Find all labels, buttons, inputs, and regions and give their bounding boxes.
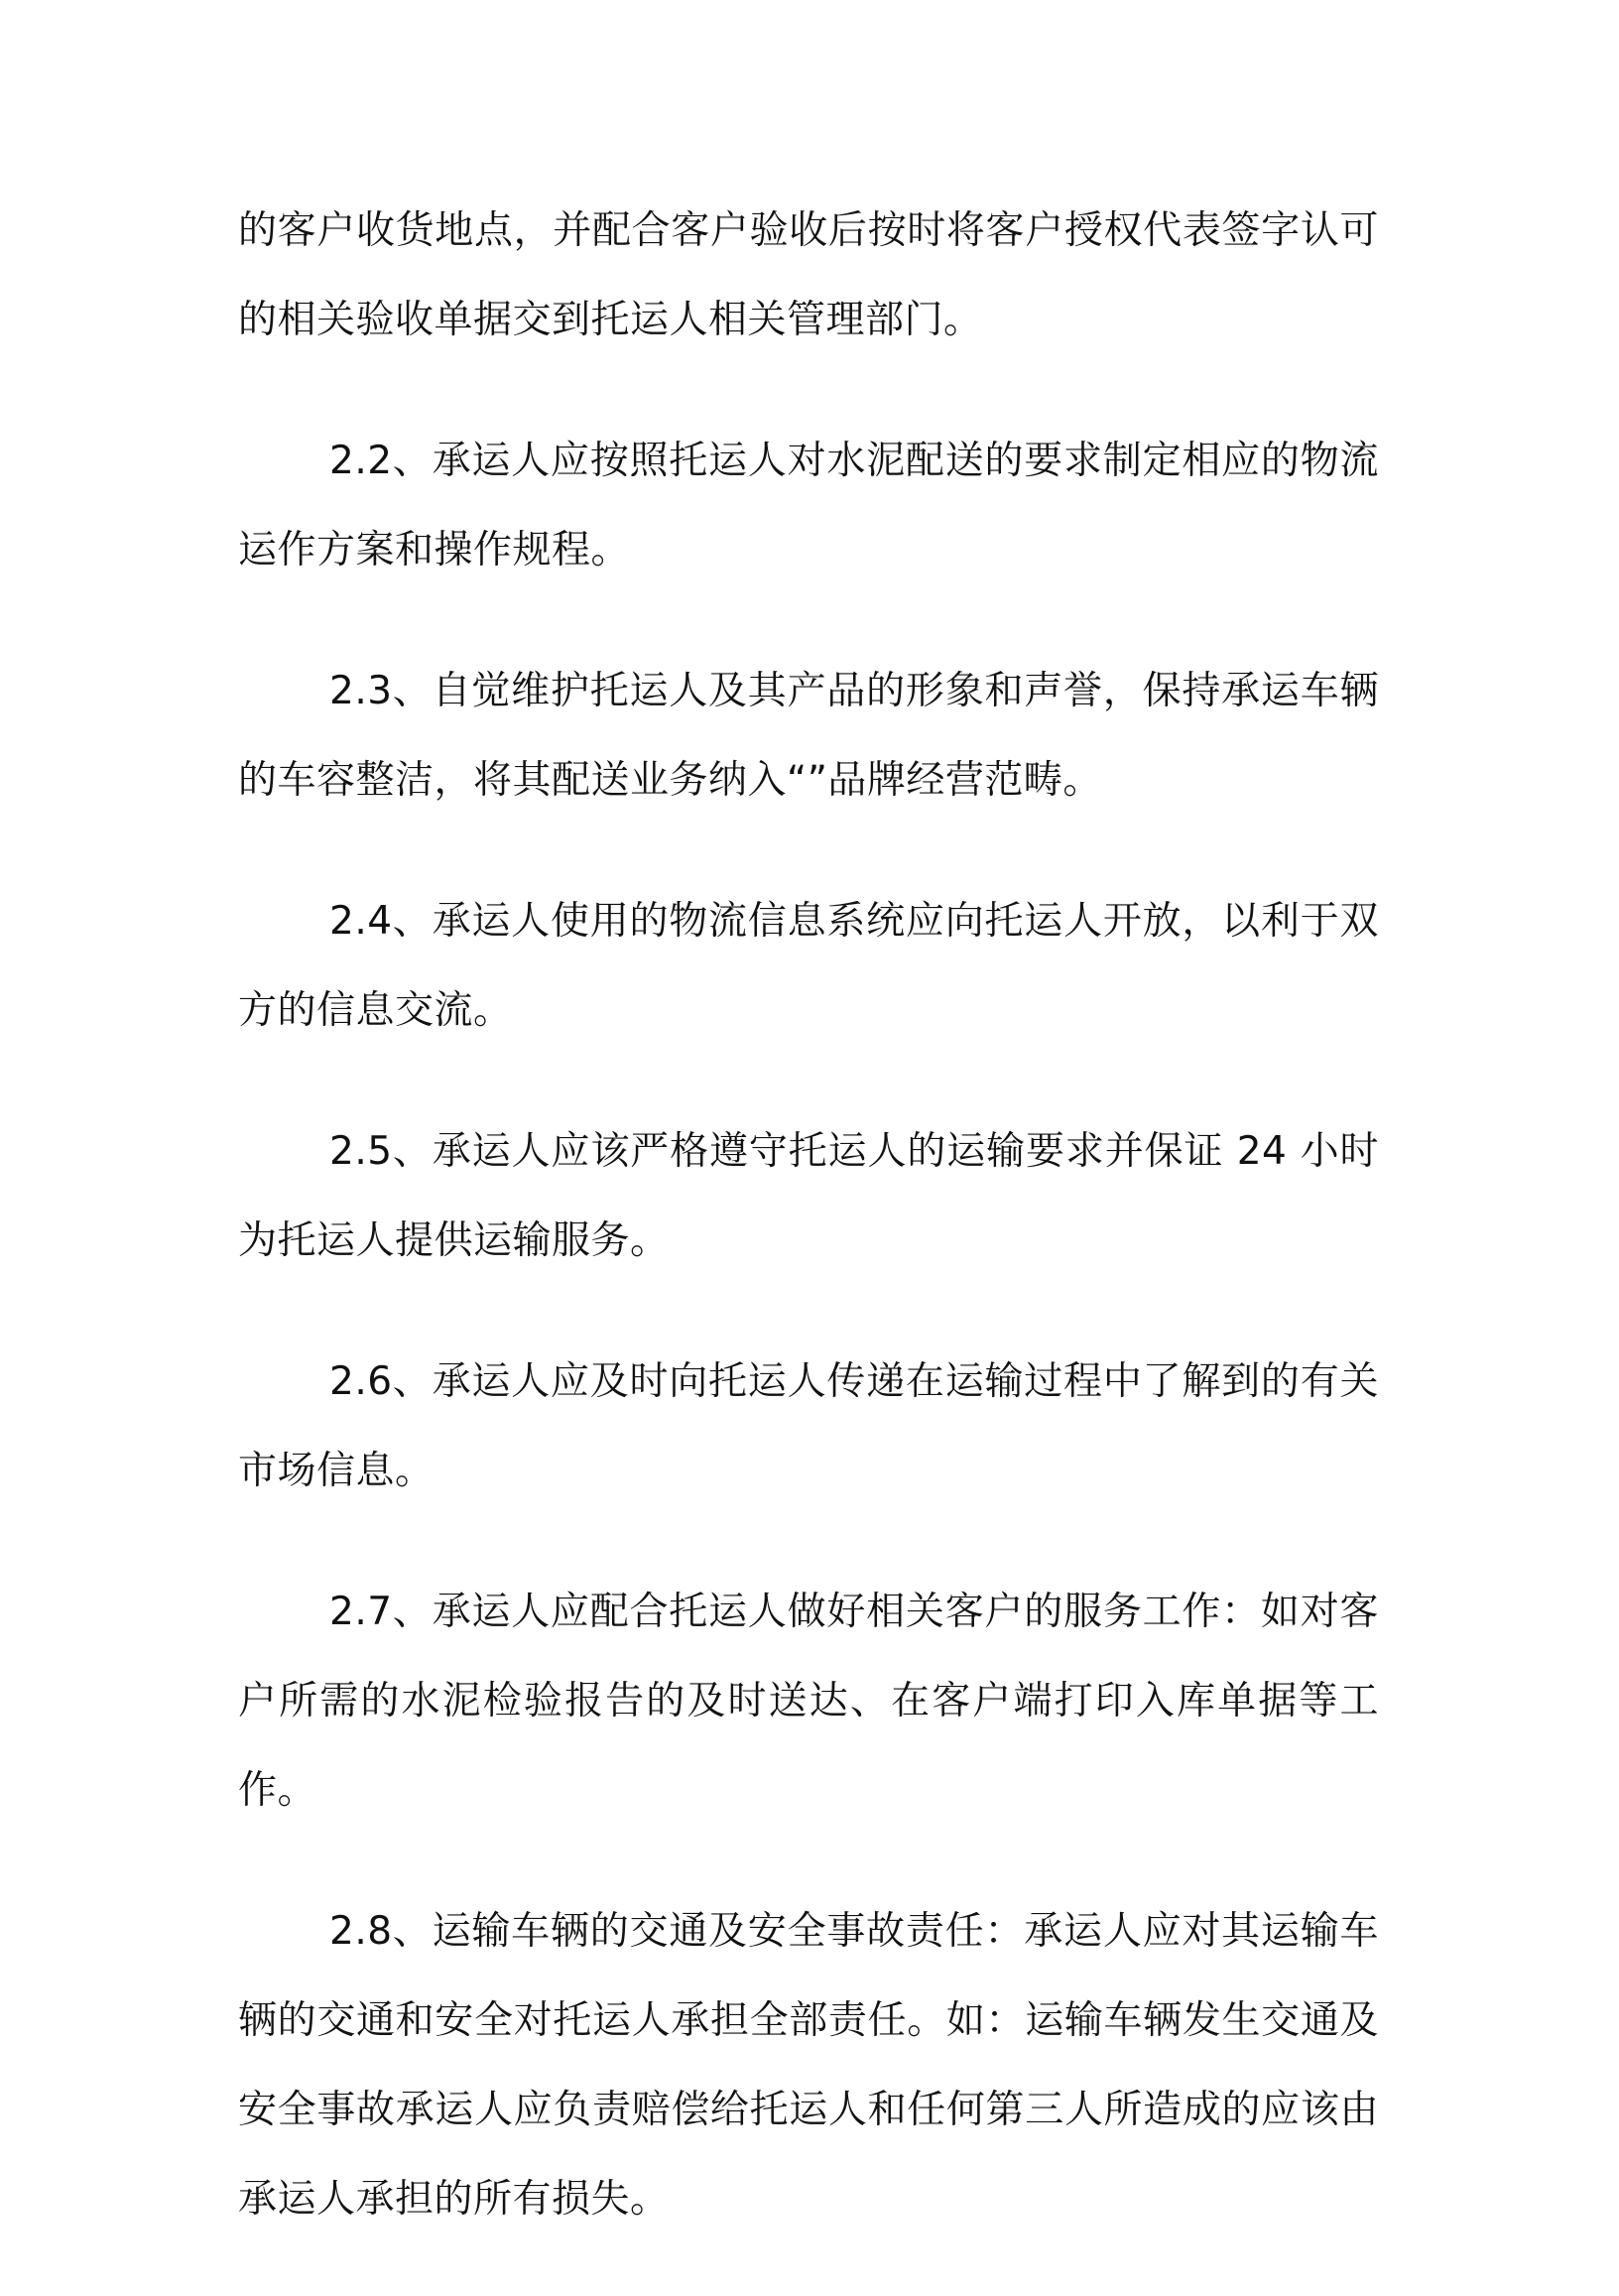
paragraph-2-7: 2.7、承运人应配合托运人做好相关客户的服务工作：如对客户所需的水泥检验报告的及时送达、在客户端打印入库单据等工作。: [238, 1590, 1379, 1813]
paragraph-2-6: 2.6、承运人应及时向托运人传递在运输过程中了解到的有关市场信息。: [238, 1359, 1379, 1493]
paragraph-2-2: 2.2、承运人应按照托运人对水泥配送的要求制定相应的物流运作方案和操作规程。: [238, 439, 1379, 573]
paragraph-continued: 的客户收货地点，并配合客户验收后按时将客户授权代表签字认可的相关验收单据交到托运人相关管理部门。: [238, 208, 1379, 342]
paragraph-2-4: 2.4、承运人使用的物流信息系统应向托运人开放，以利于双方的信息交流。: [238, 899, 1379, 1033]
document-body: [238, 187, 1379, 2296]
paragraph-2-5: 2.5、承运人应该严格遵守托运人的运输要求并保证 24 小时为托运人提供运输服务。: [238, 1129, 1379, 1263]
paragraph-2-3: 2.3、自觉维护托运人及其产品的形象和声誉，保持承运车辆的车容整洁，将其配送业务纳入“”品牌经营范畴。: [238, 669, 1379, 803]
paragraph-2-8: 2.8、运输车辆的交通及安全事故责任：承运人应对其运输车辆的交通和安全对托运人承担全部责任。如：运输车辆发生交通及安全事故承运人应负责赔偿给托运人和任何第三人所造成的应该由承运人承担的所有损失。: [238, 1909, 1379, 2222]
